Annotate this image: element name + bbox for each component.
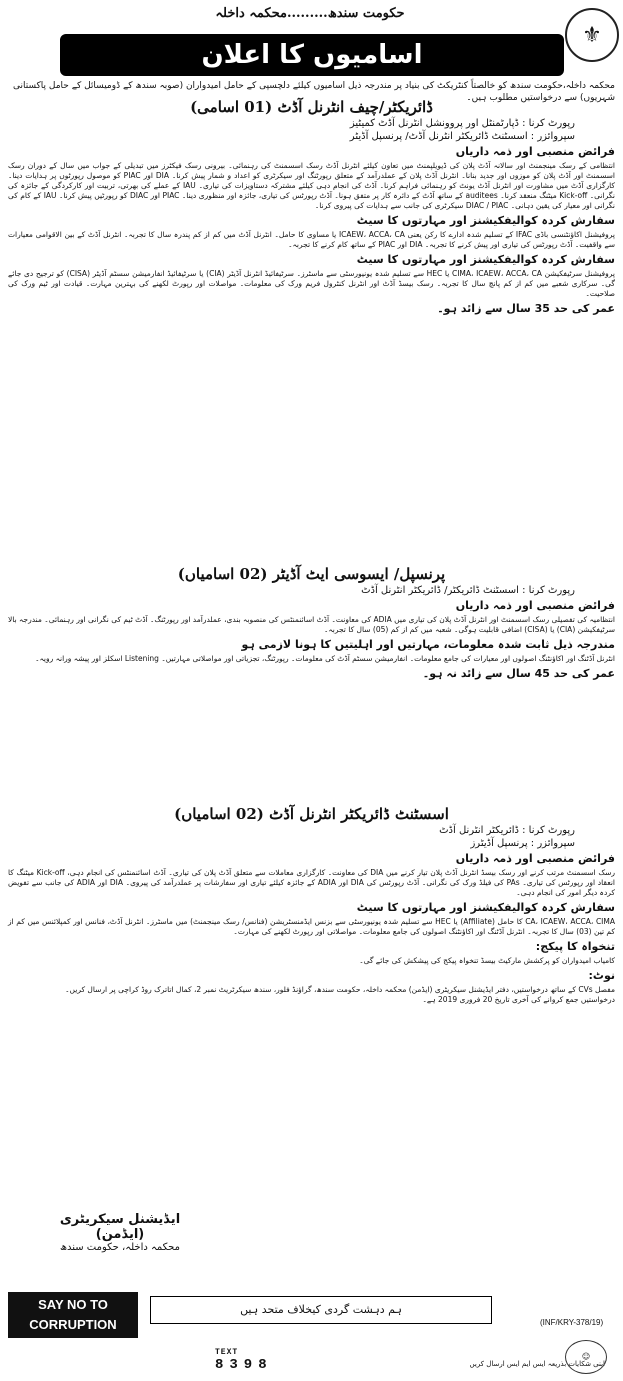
requirements-text: انٹرنل آڈٹنگ اور اکاؤنٹنگ اصولوں اور معیارات کی جامع معلومات۔ انفارمیشن سسٹم آڈٹ کی معلومات۔ رپورٹنگ، تجزیاتی اور مواصلاتی مہارتیں۔ Listening اسکلز اور پیشہ ورانہ رویہ۔ [35,654,615,663]
position-title: پرنسپل/ ایسوسی ایٹ آڈیٹر (02 اسامیاں) [177,565,446,583]
complaint-sms-line: اپنی شکایات بذریعہ ایس ایم ایس ارسال کریں [469,1360,605,1368]
qualifications-heading: سفارش کردہ کوالیفکیشنز اور مہارتوں کا سیٹ [356,214,615,227]
signature-block [40,1212,200,1253]
sindh-government-emblem-icon: ⚜ [565,8,619,62]
duties-heading: فرائض منصبی اور ذمہ داریاں [455,852,615,865]
signatory-department: محکمہ داخلہ، حکومت سندھ [60,1242,180,1253]
note-text-deadline: درخواستیں جمع کروانے کی آخری تاریخ 20 فروری 2019 ہے۔ [422,995,615,1004]
position-assistant-director-section [8,805,615,1005]
qualifications-text: CA، ICAEW، ACCA، CIMA کا حامل (Affiliate) یا HEC سے تسلیم شدہ یونیورسٹی سے بزنس ایڈمنسٹریشن (فنانس/ رسک مینجمنٹ) میں ماسٹرز۔ انٹرنل آڈٹ، فنانس اور کمپلائنس میں کم از کم تین (03) سال کا تجربہ۔ انٹرنل آڈٹنگ اور اکاؤنٹنگ اصولوں کی جامع معلومات۔ مواصلاتی اور رپورٹ لکھنے کی مہارت۔ [8,917,615,936]
anti-terrorism-slogan: ہم دہشت گردی کیخلاف متحد ہیں [150,1296,492,1324]
qualifications-heading: سفارش کردہ کوالیفکیشنز اور مہارتوں کا سیٹ [356,901,615,914]
note-heading: نوٹ: [588,969,615,982]
anti-corruption-badge: SAY NO TO CORRUPTION [8,1292,138,1338]
sms-short-code [215,1348,273,1373]
position-principal-auditor-section [8,565,615,683]
skills-heading: سفارش کردہ کوالیفکیشنز اور مہارتوں کا سیٹ [356,253,615,266]
text-label: TEXT [215,1348,239,1357]
duties-text: انتظامی کے رسک مینجمنٹ اور سالانہ آڈٹ پلان کی ڈیویلپمنٹ میں تعاون کیلئے انٹرنل آڈٹ رسک اسسمنٹ کی رہنمائی۔ بیرونی رسک فیکٹرز میں تبدیلی کے جواب میں سال کے دوران رسک اسسمنٹ اور آڈٹ پلان کو موزوں اور جدید بنانا۔ انٹرنل آڈٹ پلان کے عملدرآمد کے متعلق رپورٹنگ اور سیکرٹری کو اعداد و شمار پیش کرنا۔ DIA اور PIAC کو موصول رپورٹوں پر ہدایات دینا۔ کارگزاری آڈٹ میں مشاورت اور انٹرنل آڈٹ یونٹ کو رہنمائی فراہم کرنا۔ آڈٹ کی انجام دہی کیلئے مشترکہ دستاویزات کی تیاری۔ IAU کے عملے کی بھرتی، تربیت اور کارکردگی کے جائزہ کی نگرانی۔ Kick-off میٹنگ منعقد کرنا۔ auditees کے ساتھ آڈٹ کے دائرہ کار پر متفق ہونا۔ آڈٹ رپورٹس کی تیاری، جائزہ اور منظوری دینا۔ PIAC اور DIAC کو رپورٹیں پیش کرنا۔ IAU کے کام کی نگرانی اور معیار کی یقین دہانی۔ DIAC / PIAC سیکرٹری کی جانب سے ہدایات کی پیروی کرنا۔ [8,161,616,210]
supervisor-line: سپروائزر : اسسٹنٹ ڈائریکٹر انٹرنل آڈٹ/ پرنسپل آڈیٹر [349,131,575,142]
age-limit: عمر کی حد 35 سال سے زائد ہو۔ [437,302,615,315]
position-director-section [8,98,615,318]
department-header: حکومت سندھ.........محکمہ داخلہ [215,6,405,21]
duties-heading: فرائض منصبی اور ذمہ داریاں [455,599,615,612]
intro-text: محکمہ داخلہ،حکومت سندھ کو خالصتاً کنٹریکٹ کی بنیاد پر مندرجہ ذیل اسامیوں کیلئے دلچسپی کے حامل امیدواران (صوبہ سندھ کے ڈومیسائل کے حامل پاکستانی شہریوں) سے درخواستیں مطلوب ہیں۔ [13,81,615,103]
age-limit: عمر کی حد 45 سال سے زائد نہ ہو۔ [422,667,615,680]
note-text-address: مفصل CVs کے ساتھ درخواستیں، دفتر ایڈیشنل سیکریٹری (ایڈمن) محکمہ داخلہ، حکومت سندھ، گراؤنڈ فلور، سندھ سیکرٹریٹ نمبر 2، کمال اتاترک روڈ کراچی پر ارسال کریں۔ [65,985,615,994]
reference-number: (INF/KRY-378/19) [540,1318,604,1327]
pay-package-heading: تنخواہ کا پیکج: [535,940,615,953]
duties-text: رسک اسسمنٹ مرتب کرنے اور رسک بیسڈ انٹرنل آڈٹ پلان تیار کرنے میں DIA کی معاونت۔ کارگزاری معاملات سے متعلق آڈٹ پلان کی تیاری۔ آڈٹ اسائنمنٹس کی انجام دہی، Kick-off میٹنگ کا انعقاد اور رپورٹس کی تیاری۔ PAs کی فیلڈ ورک کی نگرانی۔ آڈٹ رپورٹس کی DIA اور ADIA کے جائزہ کیلئے تیاری اور سفارشات پر عملدرآمد کی پیروی۔ DIA اور ADIA کی جانب سے تفویض کردہ دیگر امور کی انجام دہی۔ [8,868,616,897]
text-number: 8398 [215,1357,273,1373]
campaign-logo-icon: ☺ [565,1340,607,1374]
duties-text: انتظامیہ کی تفصیلی رسک اسسمنٹ اور انٹرنل آڈٹ پلان کی تیاری میں ADIA کی معاونت۔ آڈٹ اسائنمنٹس کی منصوبہ بندی، عملدرآمد اور رپورٹنگ۔ آڈٹ ٹیم کی نگرانی اور رہنمائی۔ مندرجہ بالا سرٹیفکیشن (CIA) یا (CISA) اضافی قابلیت ہوگی۔ شعبہ میں کم از کم (05) سال کا تجربہ۔ [8,615,615,634]
position-title: اسسٹنٹ ڈائریکٹر انٹرنل آڈٹ (02 اسامیاں) [174,805,449,823]
reporting-line: رپورٹ کرنا : اسسٹنٹ ڈائریکٹر/ ڈائریکٹر انٹرنل آڈٹ [361,585,575,596]
skills-text: پروفیشنل سرٹیفکیشن CIMA، ICAEW، ACCA، CA یا HEC سے تسلیم شدہ یونیورسٹی سے ماسٹرز۔ سرٹیفائیڈ انٹرنل آڈیٹر (CIA) یا سرٹیفائیڈ انفارمیشن سسٹم آڈیٹر (CISA) کو ترجیح دی جائے گی۔ سرکاری شعبے میں کم از کم پانچ سال کا تجربہ۔ رسک بیسڈ آڈٹ اور انٹرنل کنٹرول فریم ورک کی معلومات۔ مواصلات اور رپورٹ لکھنے کی بہترین مہارت۔ قیادت اور ٹیم ورک کی صلاحیت۔ [8,269,615,298]
requirements-heading: مندرجہ ذیل ثابت شدہ معلومات، مہارتیں اور اہلیتیں کا ہونا لازمی ہو [241,638,615,651]
qualifications-text: پروفیشنل اکاؤنٹنسی باڈی IFAC کے تسلیم شدہ ادارے کا رکن یعنی ICAEW، ACCA، CA یا مساوی کا حامل۔ انٹرنل آڈٹ میں کم از کم پندرہ سال کا تجربہ۔ انٹرنل آڈٹ کے بین الاقوامی معیارات سے واقفیت۔ آڈٹ رپورٹس کی تیاری اور پیش کرنے کا تجربہ۔ DIA اور PIAC کے ساتھ کام کرنے کا تجربہ۔ [8,230,615,249]
pay-package-text: کامیاب امیدواران کو پرکشش مارکیٹ بیسڈ تنخواہ پیکج کی پیشکش کی جائے گی۔ [359,956,615,965]
vacancies-banner: اسامیوں کا اعلان [60,34,564,76]
supervisor-line: سپروائزر : پرنسپل آڈیٹرز [470,838,575,849]
duties-heading: فرائض منصبی اور ذمہ داریاں [455,145,615,158]
signatory-title: ایڈیشنل سیکریٹری (ایڈمن) [59,1212,181,1242]
reporting-line: رپورٹ کرنا : ڈپارٹمنٹل اور پروونشل انٹرنل آڈٹ کمیٹیز [349,118,575,129]
position-title: ڈائریکٹر/چیف انٹرنل آڈٹ (01 اسامی) [190,98,433,116]
reporting-line: رپورٹ کرنا : ڈائریکٹر انٹرنل آڈٹ [439,825,575,836]
